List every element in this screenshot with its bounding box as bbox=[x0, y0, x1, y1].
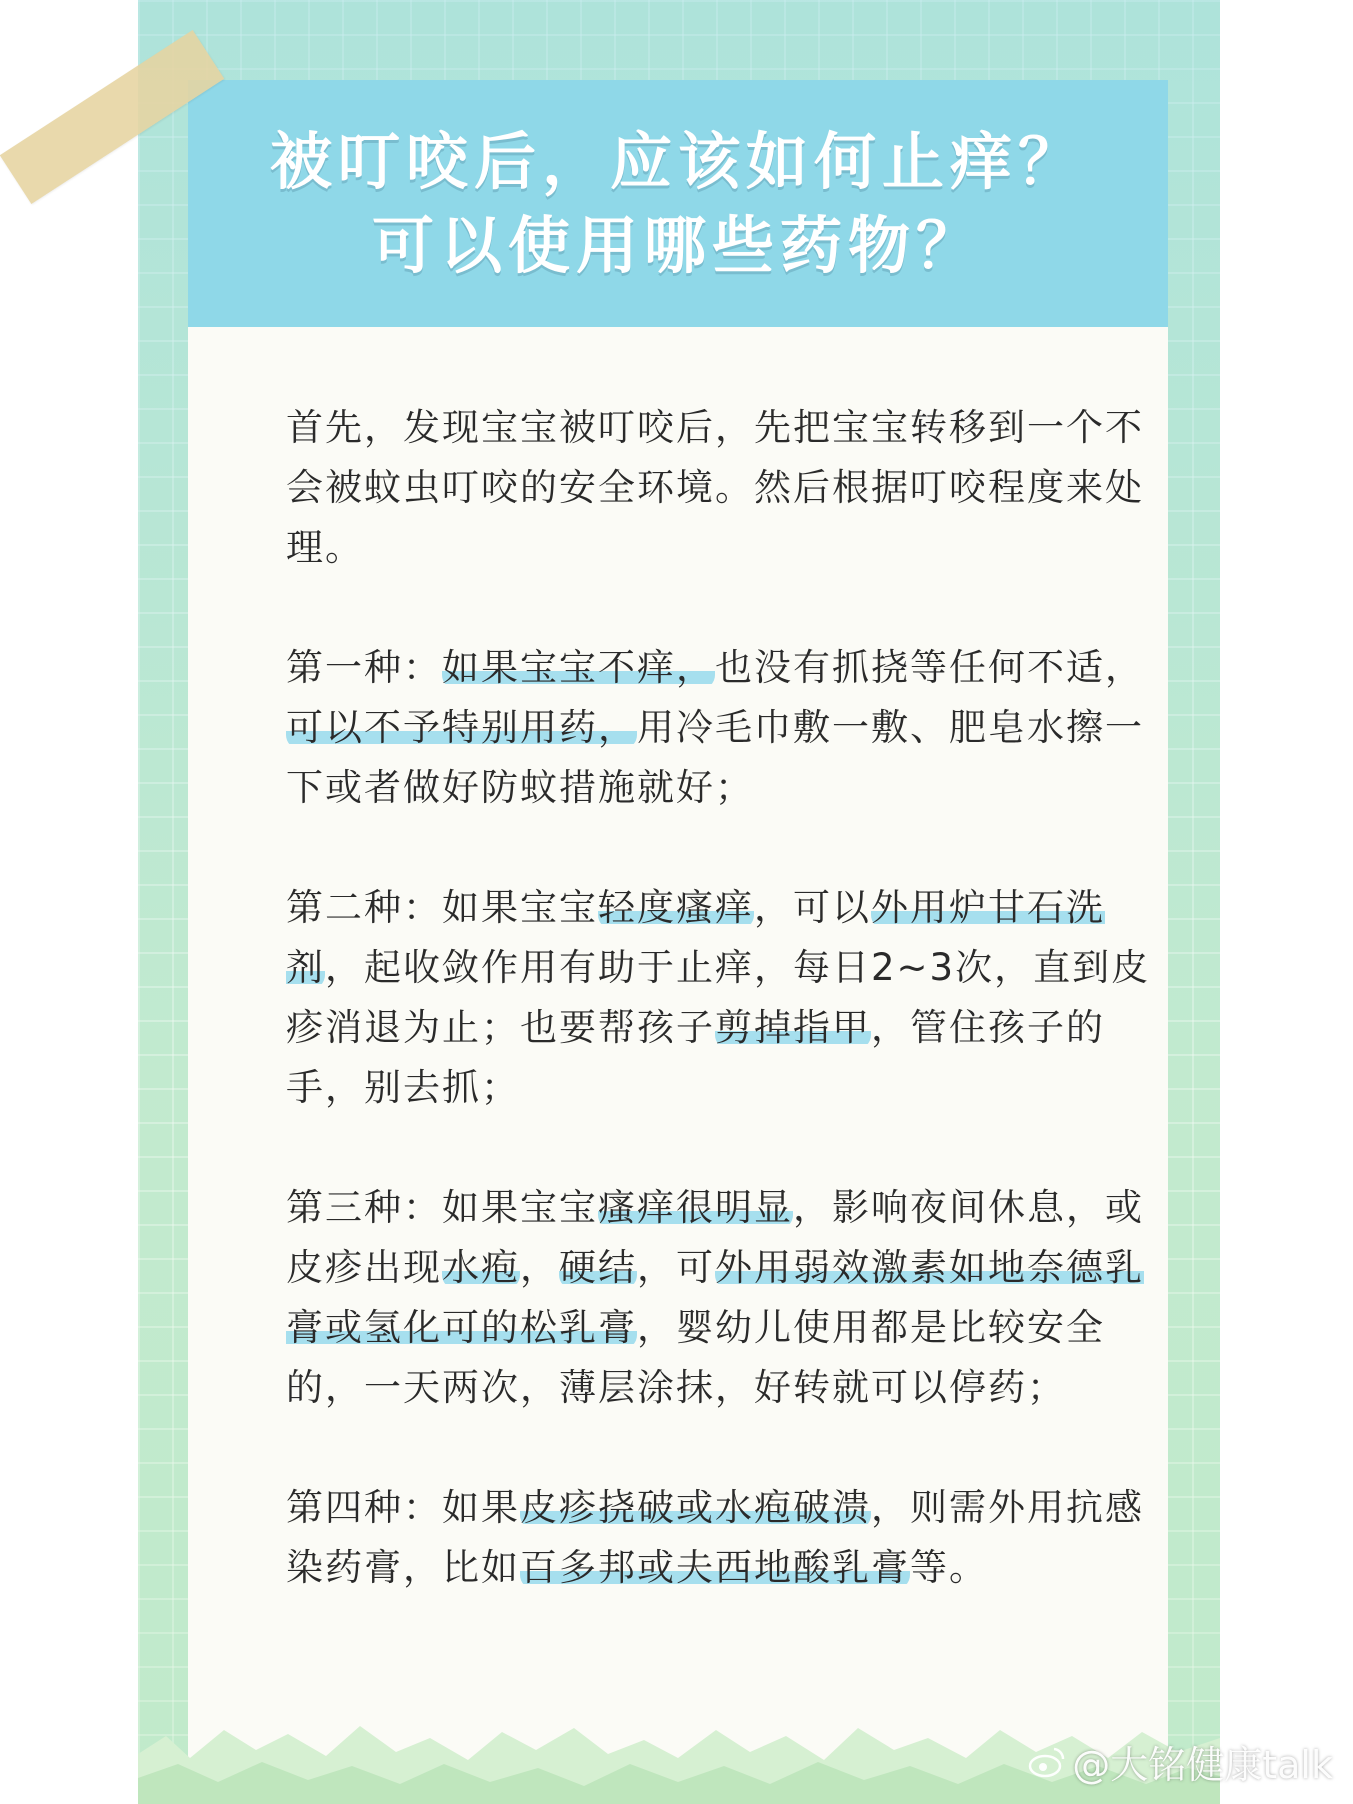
text-segment: 等。 bbox=[910, 1546, 988, 1589]
highlighted-text: 外用弱效激素如地奈德乳膏或氢化可的松乳膏 bbox=[286, 1246, 1144, 1349]
highlighted-text: 水疱 bbox=[442, 1246, 520, 1289]
highlighted-text: 可以不予特别用药， bbox=[286, 706, 637, 749]
highlighted-text: 如果宝宝不痒， bbox=[442, 646, 715, 689]
highlighted-text: 硬结 bbox=[559, 1246, 637, 1289]
grid-background bbox=[138, 0, 1220, 1804]
content-card bbox=[188, 80, 1168, 1804]
text-segment: ，婴幼儿使用都是比较安全的，一天两次，薄层涂抹，好转就可以停药； bbox=[286, 1306, 1105, 1409]
text-segment: ，则需外用抗感染药膏，比如 bbox=[286, 1486, 1144, 1589]
highlighted-text: 外用炉甘石洗剂 bbox=[286, 886, 1105, 989]
text-segment: ，影响夜间休息，或皮疹出现 bbox=[286, 1186, 1144, 1289]
text-segment: 第二种：如果宝宝 bbox=[286, 886, 598, 929]
watermark bbox=[1028, 1734, 1333, 1789]
highlighted-text: 瘙痒很明显 bbox=[598, 1186, 793, 1229]
text-segment: 第三种：如果宝宝 bbox=[286, 1186, 598, 1229]
text-segment: ，可以 bbox=[754, 886, 871, 929]
text-segment: 用冷毛巾敷一敷、肥皂水擦一下或者做好防蚊措施就好； bbox=[286, 706, 1144, 809]
text-segment: ，起收敛作用有助于止痒，每日2~3次，直到皮疹消退为止；也要帮孩子 bbox=[286, 946, 1151, 1049]
text-segment: 首先，发现宝宝被叮咬后，先把宝宝转移到一个不会被蚊虫叮咬的安全环境。然后根据叮咬程度来处理。 bbox=[286, 406, 1144, 569]
highlighted-text: 皮疹挠破或水疱破溃 bbox=[520, 1486, 871, 1529]
article-body bbox=[286, 398, 1166, 1658]
text-segment: ，管住孩子的手，别去抓； bbox=[286, 1006, 1105, 1109]
text-segment: ， bbox=[520, 1246, 559, 1289]
text-segment: 第四种：如果 bbox=[286, 1486, 520, 1529]
watermark-text: @大铭健康talk bbox=[1072, 1743, 1333, 1787]
paragraph bbox=[286, 1178, 1166, 1418]
paragraph bbox=[286, 878, 1166, 1118]
highlighted-text: 剪掉指甲 bbox=[715, 1006, 871, 1049]
title-line-2: 可以使用哪些药物？ bbox=[371, 208, 984, 282]
text-segment: ，可 bbox=[637, 1246, 715, 1289]
paragraph bbox=[286, 1478, 1166, 1598]
weibo-logo-icon bbox=[1028, 1745, 1066, 1779]
text-segment: 第一种： bbox=[286, 646, 442, 689]
title-line-1: 被叮咬后，应该如何止痒？ bbox=[269, 124, 1086, 198]
highlighted-text: 百多邦或夫西地酸乳膏 bbox=[520, 1546, 910, 1589]
paragraph bbox=[286, 398, 1166, 578]
paragraph bbox=[286, 638, 1166, 818]
highlighted-text: 轻度瘙痒 bbox=[598, 886, 754, 929]
title-banner bbox=[188, 80, 1168, 327]
text-segment: 也没有抓挠等任何不适， bbox=[715, 646, 1144, 689]
